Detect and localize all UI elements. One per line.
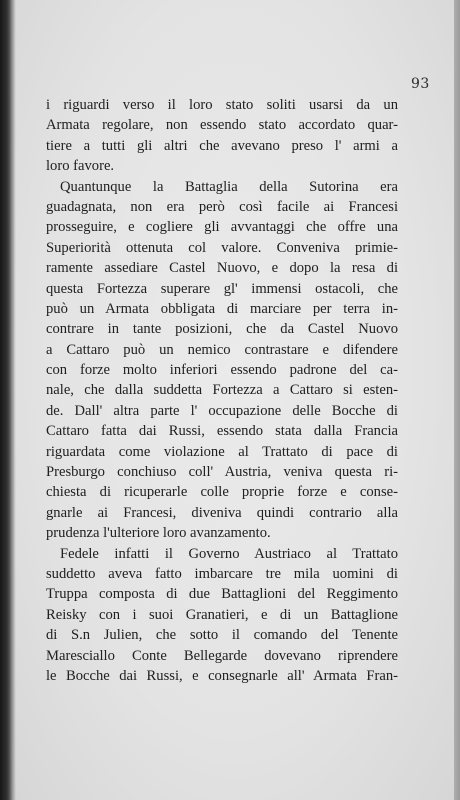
text-line: Cattaro fatta dai Russi, essendo stata dalla Francia bbox=[46, 423, 398, 440]
text-line: i riguardi verso il loro stato soliti usarsi da un bbox=[46, 97, 398, 113]
text-line: Fedele infatti il Governo Austriaco al Trattato bbox=[60, 545, 398, 562]
body-text bbox=[46, 95, 398, 686]
text-line: ramente assediare Castel Nuovo, e dopo la resa di bbox=[46, 260, 398, 277]
text-line: gnarle ai Francesi, diveniva quindi contrario alla bbox=[46, 504, 398, 521]
text-line: può un Armata obbligata di marciare per terra in- bbox=[46, 300, 398, 317]
text-line: a Cattaro può un nemico contrastare e difendere bbox=[46, 341, 398, 358]
text-line: riguardata come violazione al Trattato di pace di bbox=[46, 443, 398, 460]
text-line: de. Dall' altra parte l' occupazione delle Bocche di bbox=[46, 402, 398, 419]
text-line: di S.n Julien, che sotto il comando del Tenente bbox=[46, 627, 398, 644]
text-line: con forze molto inferiori essendo padrone del ca- bbox=[46, 362, 398, 379]
text-line: Reisky con i suoi Granatieri, e di un Battaglione bbox=[46, 606, 398, 623]
page-number: 93 bbox=[411, 76, 430, 92]
text-line: contrare in tante posizioni, che da Castel Nuovo bbox=[46, 321, 398, 338]
text-line: Maresciallo Conte Bellegarde dovevano riprendere bbox=[46, 647, 398, 664]
page-sheet bbox=[14, 0, 454, 800]
text-line: Armata regolare, non essendo stato accordato quar- bbox=[46, 117, 398, 134]
text-line: questa Fortezza superare gl' immensi ostacoli, che bbox=[46, 280, 398, 297]
text-line: guadagnata, non era però così facile ai Francesi bbox=[46, 198, 398, 215]
text-line: Superiorità ottenuta col valore. Conveniva primie- bbox=[46, 239, 398, 256]
text-line: prudenza l'ulteriore loro avanzamento. bbox=[46, 525, 271, 542]
text-line: Quantunque la Battaglia della Sutorina era bbox=[60, 178, 398, 195]
text-line: loro favore. bbox=[46, 158, 115, 175]
text-line: Presburgo conchiuso coll' Austria, veniva questa ri- bbox=[46, 464, 398, 481]
text-line: Truppa composta di due Battaglioni del Reggimento bbox=[46, 586, 398, 603]
text-line: nale, che dalla suddetta Fortezza a Cattaro si esten- bbox=[46, 382, 398, 399]
book-spine-shadow bbox=[0, 0, 16, 800]
text-line: le Bocche dai Russi, e consegnarle all' Armata Fran- bbox=[46, 667, 398, 684]
text-line: suddetto aveva fatto imbarcare tre mila uomini di bbox=[46, 565, 398, 582]
text-line: chiesta di ricuperarle colle proprie forze e conse- bbox=[46, 484, 398, 501]
text-line: prosseguire, e cogliere gli avvantaggi che offre una bbox=[46, 219, 398, 236]
text-line: tiere a tutti gli altri che avevano preso l' armi a bbox=[46, 137, 398, 154]
